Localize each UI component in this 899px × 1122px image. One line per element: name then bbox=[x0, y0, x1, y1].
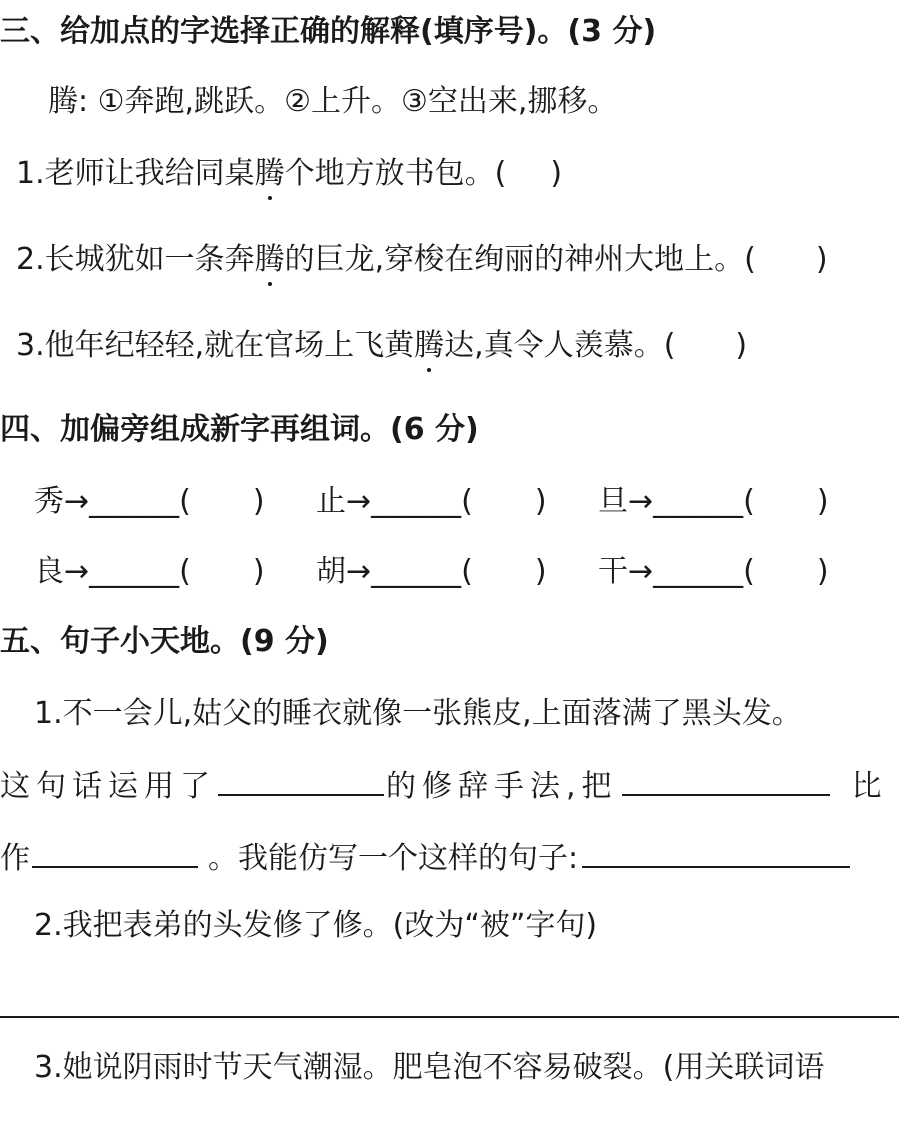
dotted-char: 腾 bbox=[255, 154, 285, 194]
fill-line-2: 作 。我能仿写一个这样的句子: bbox=[0, 836, 850, 879]
section-4-title: 四、加偏旁组成新字再组词。(6 分) bbox=[0, 412, 479, 447]
radical-item: 良→______( ) bbox=[34, 554, 265, 589]
answer-blank[interactable] bbox=[582, 836, 850, 868]
question-text: 的巨龙,穿梭在绚丽的神州大地上。( bbox=[284, 242, 756, 277]
answer-blank[interactable] bbox=[622, 764, 830, 796]
radical-item: 胡→______( ) bbox=[316, 554, 547, 589]
radical-item: 秀→______( ) bbox=[34, 484, 265, 519]
definition-line: 腾: ①奔跑,跳跃。②上升。③空出来,挪移。 bbox=[48, 84, 618, 119]
answer-blank[interactable] bbox=[218, 764, 384, 796]
section-3-title: 三、给加点的字选择正确的解释(填序号)。(3 分) bbox=[0, 14, 657, 49]
question-5-3: 3.她说阴雨时节天气潮湿。肥皂泡不容易破裂。(用关联词语 bbox=[34, 1050, 825, 1085]
answer-line[interactable] bbox=[0, 1016, 899, 1018]
question-text: 2.长城犹如一条奔 bbox=[16, 242, 255, 277]
question-3-2 bbox=[16, 240, 828, 280]
answer-blank[interactable] bbox=[32, 836, 198, 868]
question-text: 个地方放书包。( bbox=[284, 156, 507, 191]
answer-paren-close: ) bbox=[815, 242, 828, 277]
section-5-title: 五、句子小天地。(9 分) bbox=[0, 624, 329, 659]
question-3-1 bbox=[16, 154, 562, 194]
radical-item: 干→______( ) bbox=[598, 554, 829, 589]
answer-paren-close: ) bbox=[550, 156, 563, 191]
question-3-3 bbox=[16, 326, 747, 366]
question-5-1: 1.不一会儿,姑父的睡衣就像一张熊皮,上面落满了黑头发。 bbox=[34, 696, 802, 731]
radical-item: 止→______( ) bbox=[316, 484, 547, 519]
question-text: 1.老师让我给同桌 bbox=[16, 156, 255, 191]
question-5-2: 2.我把表弟的头发修了修。(改为“被”字句) bbox=[34, 908, 598, 943]
answer-paren-close: ) bbox=[735, 328, 748, 363]
dotted-char: 腾 bbox=[255, 240, 285, 280]
radical-item: 旦→______( ) bbox=[598, 484, 829, 519]
fill-line-1: 这句话运用了 的修辞手法,把 比 bbox=[0, 764, 888, 807]
question-text: 3.他年纪轻轻,就在官场上飞黄 bbox=[16, 328, 415, 363]
question-text: 达,真令人羡慕。( bbox=[444, 328, 676, 363]
dotted-char: 腾 bbox=[414, 326, 444, 366]
